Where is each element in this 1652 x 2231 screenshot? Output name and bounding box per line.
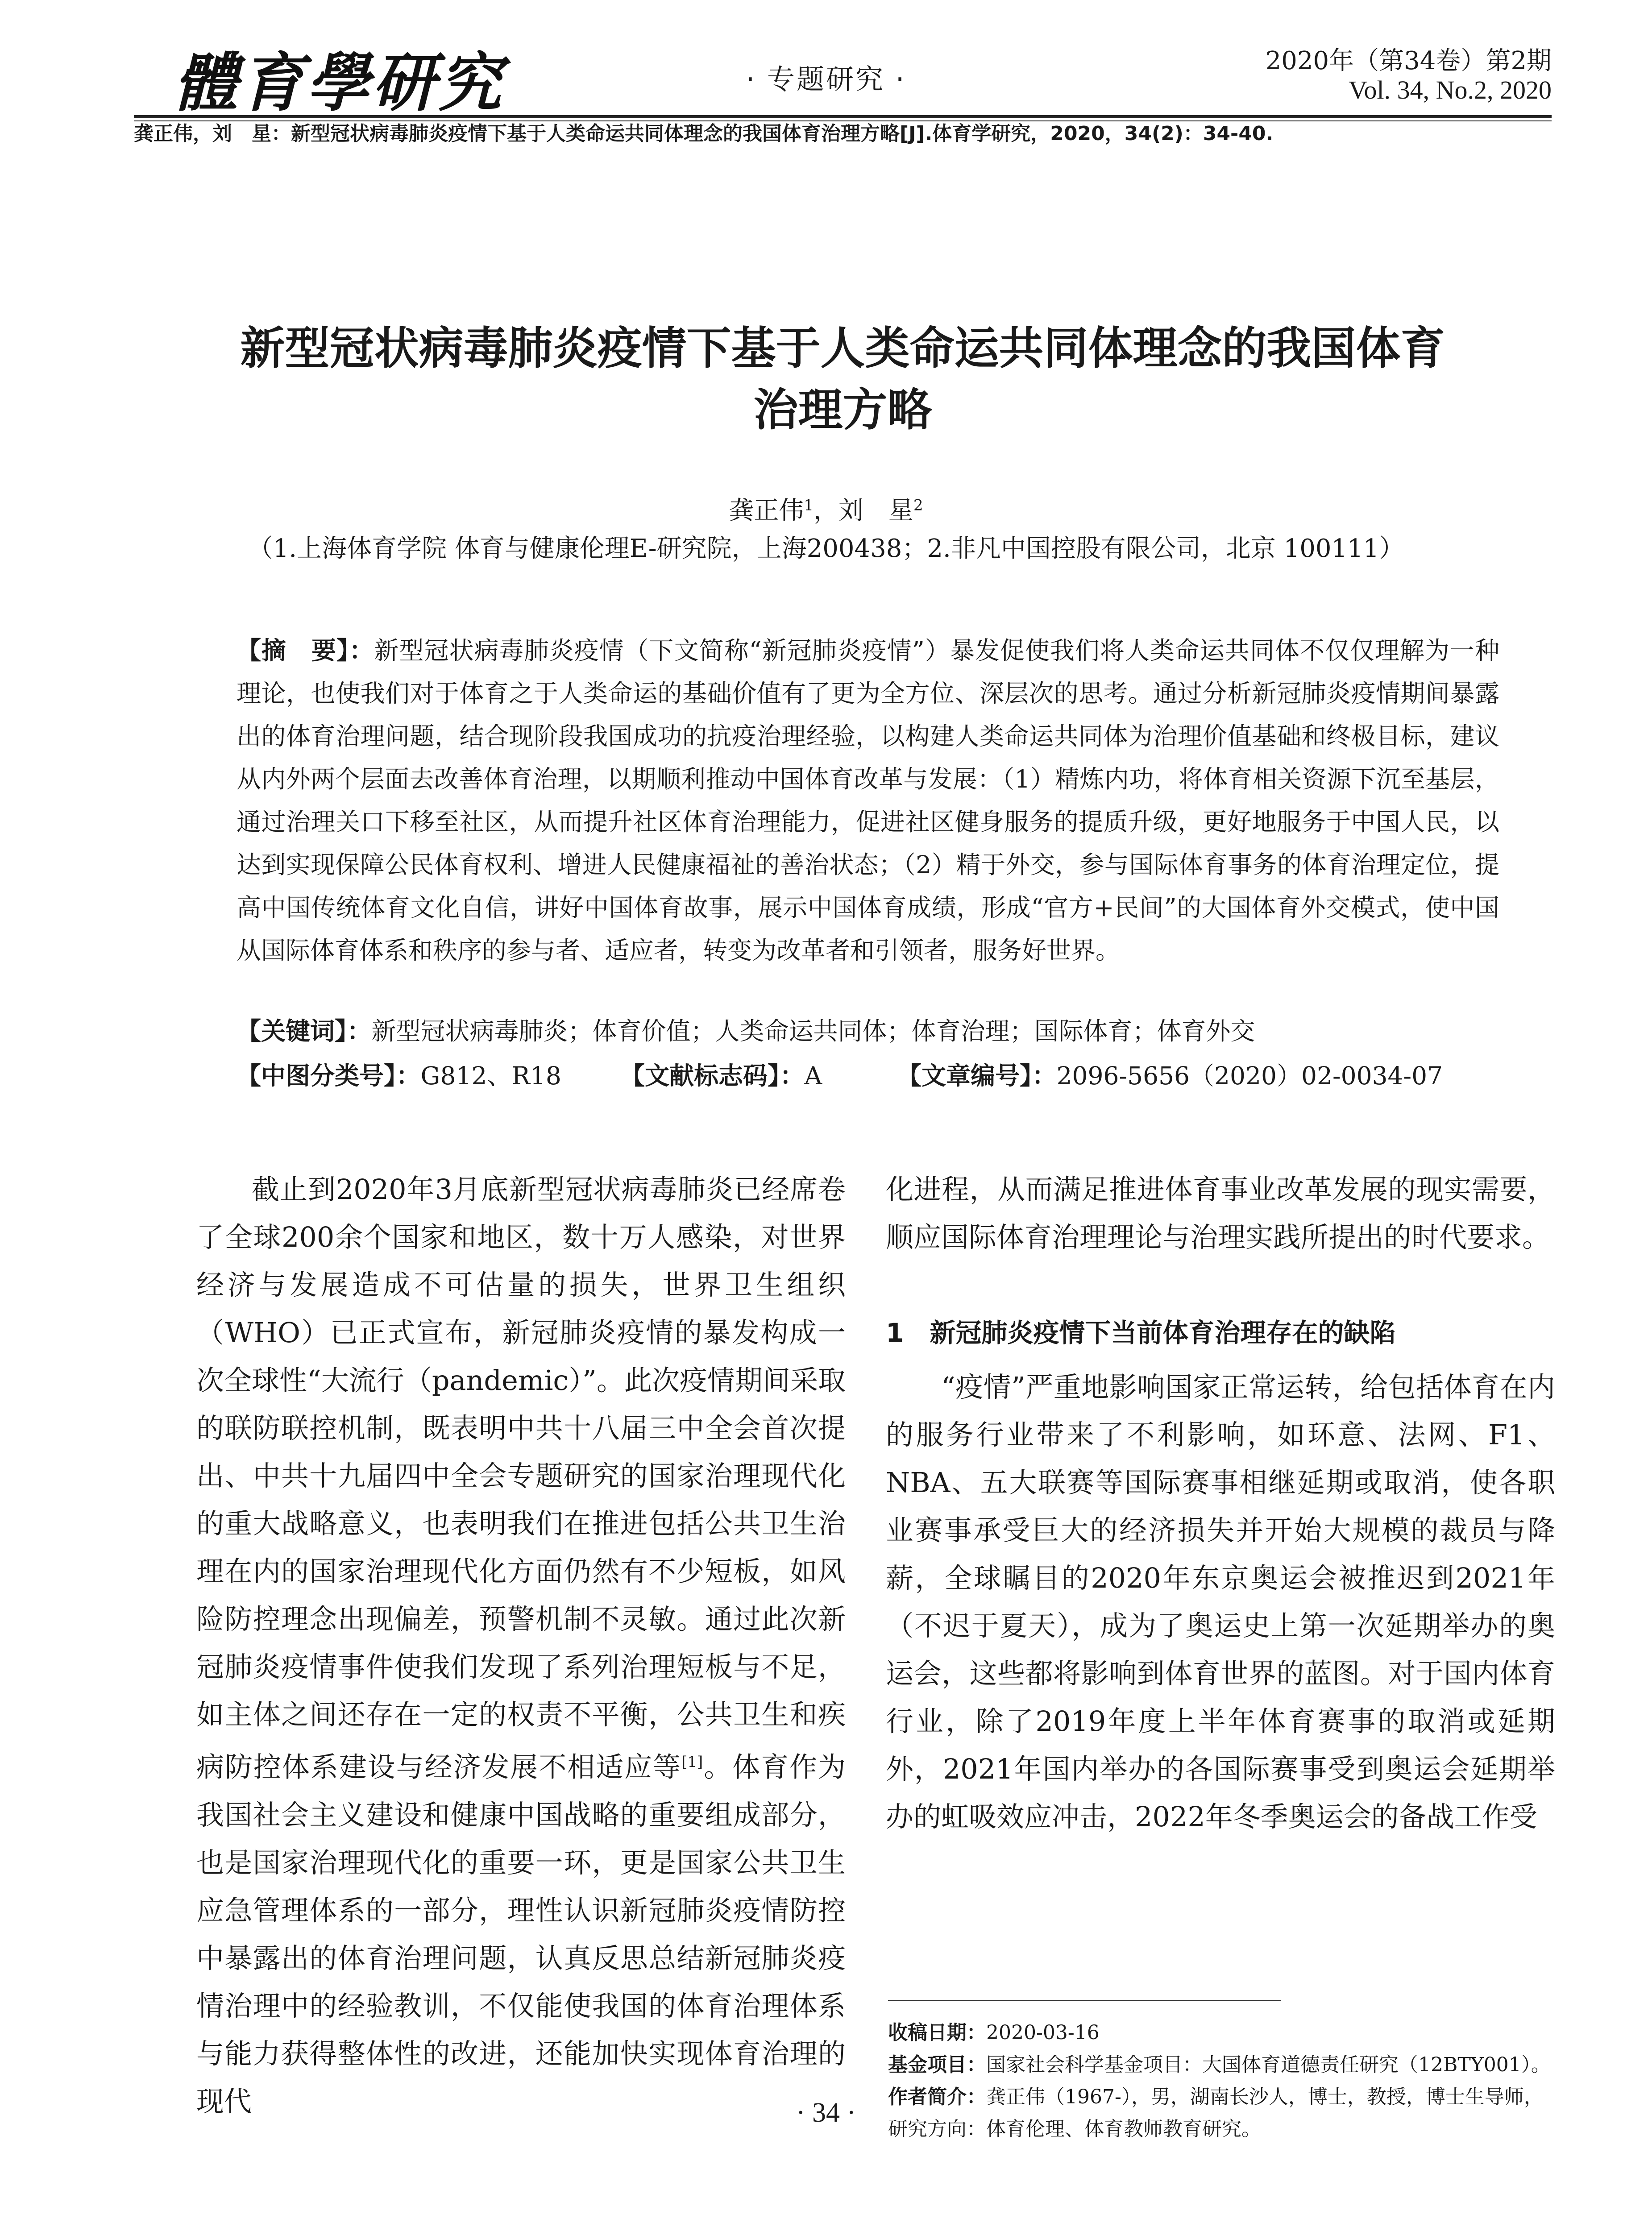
bio-label: 作者简介： — [888, 2086, 986, 2108]
author-1-affil: 1 — [804, 496, 814, 514]
fund-label: 基金项目： — [888, 2053, 986, 2076]
clc-group — [237, 1060, 561, 1091]
header-rule — [134, 115, 1552, 118]
keywords — [237, 1016, 1499, 1047]
clc-label: 【中图分类号】： — [237, 1062, 421, 1090]
author-separator: ， — [814, 496, 838, 525]
keywords-text: 新型冠状病毒肺炎；体育价值；人类命运共同体；体育治理；国际体育；体育外交 — [371, 1017, 1255, 1045]
article-no-value: 2096-5656（2020）02-0034-07 — [1056, 1062, 1443, 1090]
author-2: 刘 星 — [838, 496, 913, 525]
doc-code-label: 【文献标志码】： — [620, 1062, 805, 1090]
affiliation: （1.上海体育学院 体育与健康伦理E-研究院，上海200438；2.非凡中国控股有限公司，北京 100111） — [248, 534, 1404, 563]
page-number: · 34 · — [796, 2098, 856, 2128]
received-value: 2020-03-16 — [986, 2021, 1100, 2044]
body-column-left — [196, 1165, 846, 2125]
author-1: 龚正伟 — [729, 496, 804, 525]
issue-info-cn: 2020年（第34卷）第2期 — [1265, 46, 1552, 75]
fund-value: 国家社会科学基金项目：大国体育道德责任研究（12BTY001）。 — [986, 2053, 1551, 2076]
article-no-group — [897, 1060, 1443, 1091]
title-line-2: 治理方略 — [753, 384, 932, 436]
body-text-part-a: 截止到2020年3月底新型冠状病毒肺炎已经席卷了全球200余个国家和地区，数十万人感染，对世界经济与发展造成不可估量的损失，世界卫生组织（WHO）已正式宣布，新冠肺炎疫情的暴发构成一次全球性“大流行（pandemic）”。此次疫情期间采取的联防联控机制，既表明中共十八届三中全会首次提出、中共十九届四中全会专题研究的国家治理现代化的重大战略意义，也表明我们在推进包括公共卫生治理在内的国家治理现代化方面仍然有不少短板，如风险防控理念出现偏差，预警机制不灵敏。通过此次新冠肺炎疫情事件使我们发现了系列治理短板与不足，如主体之间还存在一定的权责不平衡，公共卫生和疾病防控体系建设与经济发展不相适应等 — [196, 1173, 846, 1783]
authors — [0, 491, 1652, 527]
doc-code-group — [620, 1060, 822, 1091]
clc-value: G812、R18 — [420, 1062, 561, 1090]
article-no-label: 【文章编号】： — [897, 1062, 1057, 1090]
abstract-text: 新型冠状病毒肺炎疫情（下文简称“新冠肺炎疫情”）暴发促使我们将人类命运共同体不仅仅理解为一种理论，也使我们对于体育之于人类命运的基础价值有了更为全方位、深层次的思考。通过分析新冠肺炎疫情期间暴露出的体育治理问题，结合现阶段我国成功的抗疫治理经验，以构建人类命运共同体为治理价值基础和终极目标，建议从内外两个层面去改善体育治理，以期顺利推动中国体育改革与发展：（1）精炼内功，将体育相关资源下沉至基层，通过治理关口下移至社区，从而提升社区体育治理能力，促进社区健身服务的提质升级，更好地服务于中国人民，以达到实现保障公民体育权利、增进人民健康福祉的善治状态；（2）精于外交，参与国际体育事务的体育治理定位，提高中国传统体育文化自信，讲好中国体育故事，展示中国体育成绩，形成“官方+民间”的大国体育外交模式，使中国从国际体育体系和秩序的参与者、适应者，转变为改革者和引领者，服务好世界。 — [237, 636, 1499, 965]
journal-logo: 體育學研究 — [174, 46, 504, 120]
article-title — [134, 318, 1552, 441]
doc-code-value: A — [804, 1062, 822, 1090]
footnote-rule — [888, 2000, 1281, 2001]
body-text-part-b: 。体育作为我国社会主义建设和健康中国战略的重要组成部分，也是国家治理现代化的重要一环，更是国家公共卫生应急管理体系的一部分，理性认识新冠肺炎疫情防控中暴露出的体育治理问题，认真反思总结新冠肺炎疫情治理中的经验教训，不仅能使我国的体育治理体系与能力获得整体性的改进，还能加快实现体育治理的现代 — [196, 1750, 846, 2118]
author-2-affil: 2 — [913, 496, 923, 514]
keywords-label: 【关键词】： — [237, 1017, 372, 1045]
citation-ref: [1] — [681, 1753, 703, 1771]
section-heading: 1 新冠肺炎疫情下当前体育治理存在的缺陷 — [886, 1318, 1396, 1348]
body-paragraph: “疫情”严重地影响国家正常运转，给包括体育在内的服务行业带来了不利影响，如环意、法网、F1、NBA、五大联赛等国际赛事相继延期或取消，使各职业赛事承受巨大的经济损失并开始大规模的裁员与降薪，全球瞩目的2020年东京奥运会被推迟到2021年（不迟于夏天），成为了奥运史上第一次延期举办的奥运会，这些都将影响到体育世界的蓝图。对于国内体育行业，除了2019年度上半年体育赛事的取消或延期外，2021年国内举办的各国际赛事受到奥运会延期举办的虹吸效应冲击，2022年冬季奥运会的备战工作受 — [886, 1371, 1555, 1833]
title-line-1: 新型冠状病毒肺炎疫情下基于人类命运共同体理念的我国体育 — [240, 322, 1445, 374]
bio-value: 龚正伟（1967-），男，湖南长沙人，博士，教授，博士生导师，研究方向：体育伦理、体育教师教育研究。 — [888, 2086, 1544, 2140]
fund-info — [888, 2049, 1555, 2081]
abstract-label: 【摘 要】： — [237, 636, 374, 665]
body-paragraph — [196, 1165, 846, 2125]
citation-line: 龚正伟，刘 星：新型冠状病毒肺炎疫情下基于人类命运共同体理念的我国体育治理方略[J].体育学研究，2020，34(2)：34-40. — [134, 122, 1274, 145]
received-label: 收稿日期： — [888, 2021, 986, 2044]
abstract — [237, 629, 1499, 972]
body-paragraph-continued: 化进程，从而满足推进体育事业改革发展的现实需要，顺应国际体育治理理论与治理实践所提出的时代要求。 — [886, 1173, 1555, 1253]
section-label: · 专题研究 · — [746, 63, 906, 95]
body-column-right — [886, 1165, 1555, 1841]
received-date — [888, 2017, 1555, 2049]
issue-info-en: Vol. 34, No.2, 2020 — [1349, 75, 1552, 104]
